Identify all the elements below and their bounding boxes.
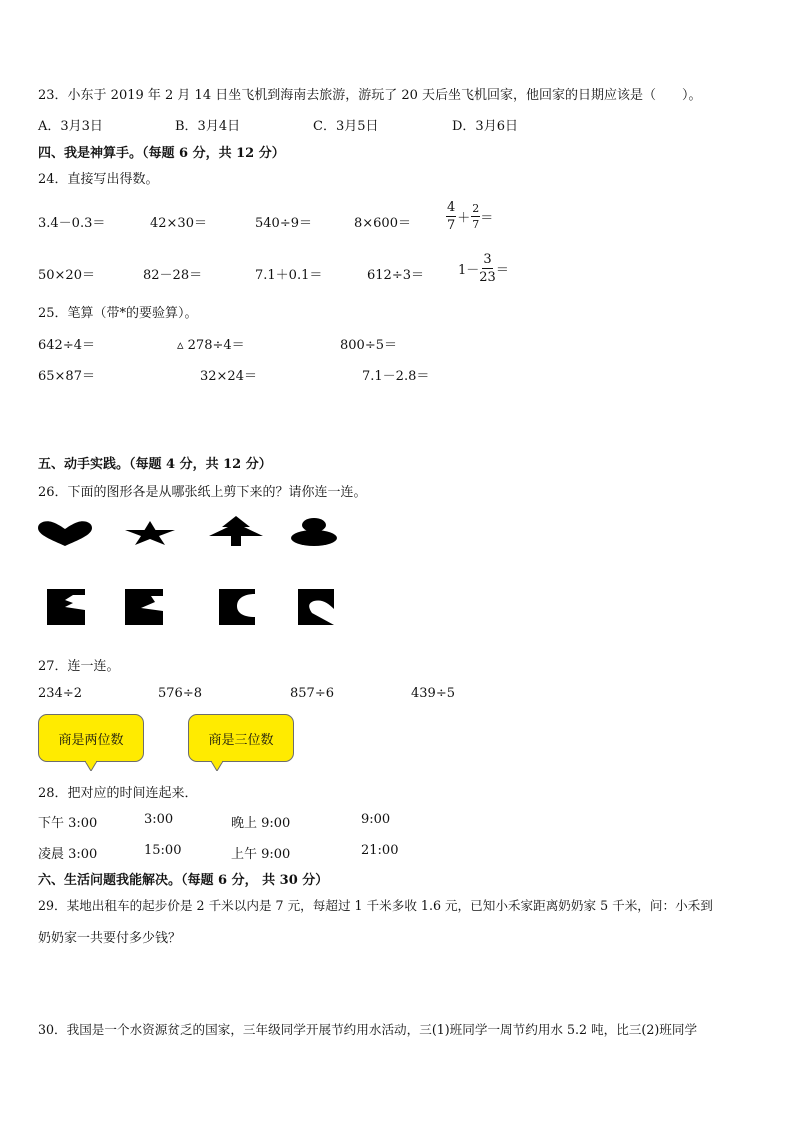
q23-text: 23．小东于 2019 年 2 月 14 日坐飞机到海南去旅游，游玩了 20 天后坐飞机回家，他回家的日期应该是（ ）。 [38, 88, 702, 103]
q28-r2-c2: 15:00 [144, 843, 182, 858]
callout-tail [211, 761, 223, 771]
tree-shape [209, 516, 263, 546]
q27-title: 27．连一连。 [38, 659, 120, 674]
snowman-shape [291, 518, 337, 546]
paper-cut-1 [47, 589, 85, 625]
q25-r2-c1: 65×87＝ [38, 369, 95, 384]
q27-item-3: 857÷6 [290, 686, 334, 701]
q24-r1-c1: 3.4－0.3＝ [38, 216, 106, 231]
q26-title: 26．下面的图形各是从哪张纸上剪下来的？请你连一连。 [38, 485, 367, 500]
q28-r1-c4: 9:00 [361, 812, 391, 827]
q25-r1-c3: 800÷5＝ [340, 338, 397, 353]
q24-r2-c1: 50×20＝ [38, 268, 95, 283]
q23-option-c: C．3月5日 [313, 119, 379, 134]
paper-cut-3 [219, 589, 255, 625]
q28-r1-c2: 3:00 [144, 812, 174, 827]
q23-option-b: B．3月4日 [175, 119, 241, 134]
q25-r2-c2: 32×24＝ [200, 369, 257, 384]
callout-tail [85, 761, 97, 771]
fraction-3-23: $\frac{3}{23}$ [479, 252, 496, 285]
paper-cut-4 [298, 589, 334, 625]
q28-r1-c3: 晚上 9:00 [231, 816, 291, 831]
callout-two-digit-quotient: 商是两位数 [38, 714, 144, 762]
q24-r1-c2: 42×30＝ [150, 216, 207, 231]
q28-r1-c1: 下午 3:00 [38, 816, 98, 831]
q25-r1-c1: 642÷4＝ [38, 338, 95, 353]
paper-cut-2 [125, 589, 163, 625]
q24-r2-fraction-expr: 1－ $\frac{3}{23}$ ＝ [458, 252, 509, 285]
q29-line1: 29．某地出租车的起步价是 2 千米以内是 7 元，每超过 1 千米多收 1.6 元，已知小禾家距离奶奶家 5 千米，问：小禾到 [38, 898, 713, 913]
q28-r2-c1: 凌晨 3:00 [38, 847, 98, 862]
q28-r2-c3: 上午 9:00 [231, 847, 291, 862]
q24-title: 24．直接写出得数。 [38, 172, 159, 187]
q24-r1-fraction-expr: $\frac{4}{7}$ ＋ $\frac{2}{7}$ ＝ [447, 200, 494, 233]
q23-option-a: A．3月3日 [38, 119, 103, 134]
fraction-2-7: $\frac{2}{7}$ [472, 202, 480, 231]
star-shape [125, 521, 175, 545]
callout-three-digit-quotient: 商是三位数 [188, 714, 294, 762]
q27-item-4: 439÷5 [411, 686, 455, 701]
fraction-4-7: $\frac{4}{7}$ [447, 200, 456, 233]
section6-title: 六、生活问题我能解决。（每题 6 分， 共 30 分） [38, 873, 329, 888]
q25-r1-c2: ▵ 278÷4＝ [177, 338, 245, 353]
q24-r1-c4: 8×600＝ [354, 216, 411, 231]
q24-r2-c4: 612÷3＝ [367, 268, 424, 283]
heart-shape [38, 520, 92, 546]
q28-r2-c4: 21:00 [361, 843, 399, 858]
q24-r1-c3: 540÷9＝ [255, 216, 312, 231]
q28-title: 28．把对应的时间连起来． [38, 786, 198, 801]
section5-title: 五、动手实践。（每题 4 分，共 12 分） [38, 457, 272, 472]
q25-r2-c3: 7.1－2.8＝ [362, 369, 430, 384]
q24-r2-c2: 82－28＝ [143, 268, 203, 283]
section4-title: 四、我是神算手。（每题 6 分，共 12 分） [38, 146, 285, 161]
q30-line1: 30．我国是一个水资源贫乏的国家，三年级同学开展节约用水活动，三(1)班同学一周节约用水 5.2 吨，比三(2)班同学 [38, 1022, 698, 1037]
q25-title: 25．笔算（带*的要验算）。 [38, 306, 198, 321]
q23-option-d: D．3月6日 [452, 119, 518, 134]
q27-item-2: 576÷8 [158, 686, 202, 701]
q29-line2: 奶奶家一共要付多少钱？ [38, 931, 182, 946]
q27-item-1: 234÷2 [38, 686, 82, 701]
q24-r2-c3: 7.1＋0.1＝ [255, 268, 323, 283]
